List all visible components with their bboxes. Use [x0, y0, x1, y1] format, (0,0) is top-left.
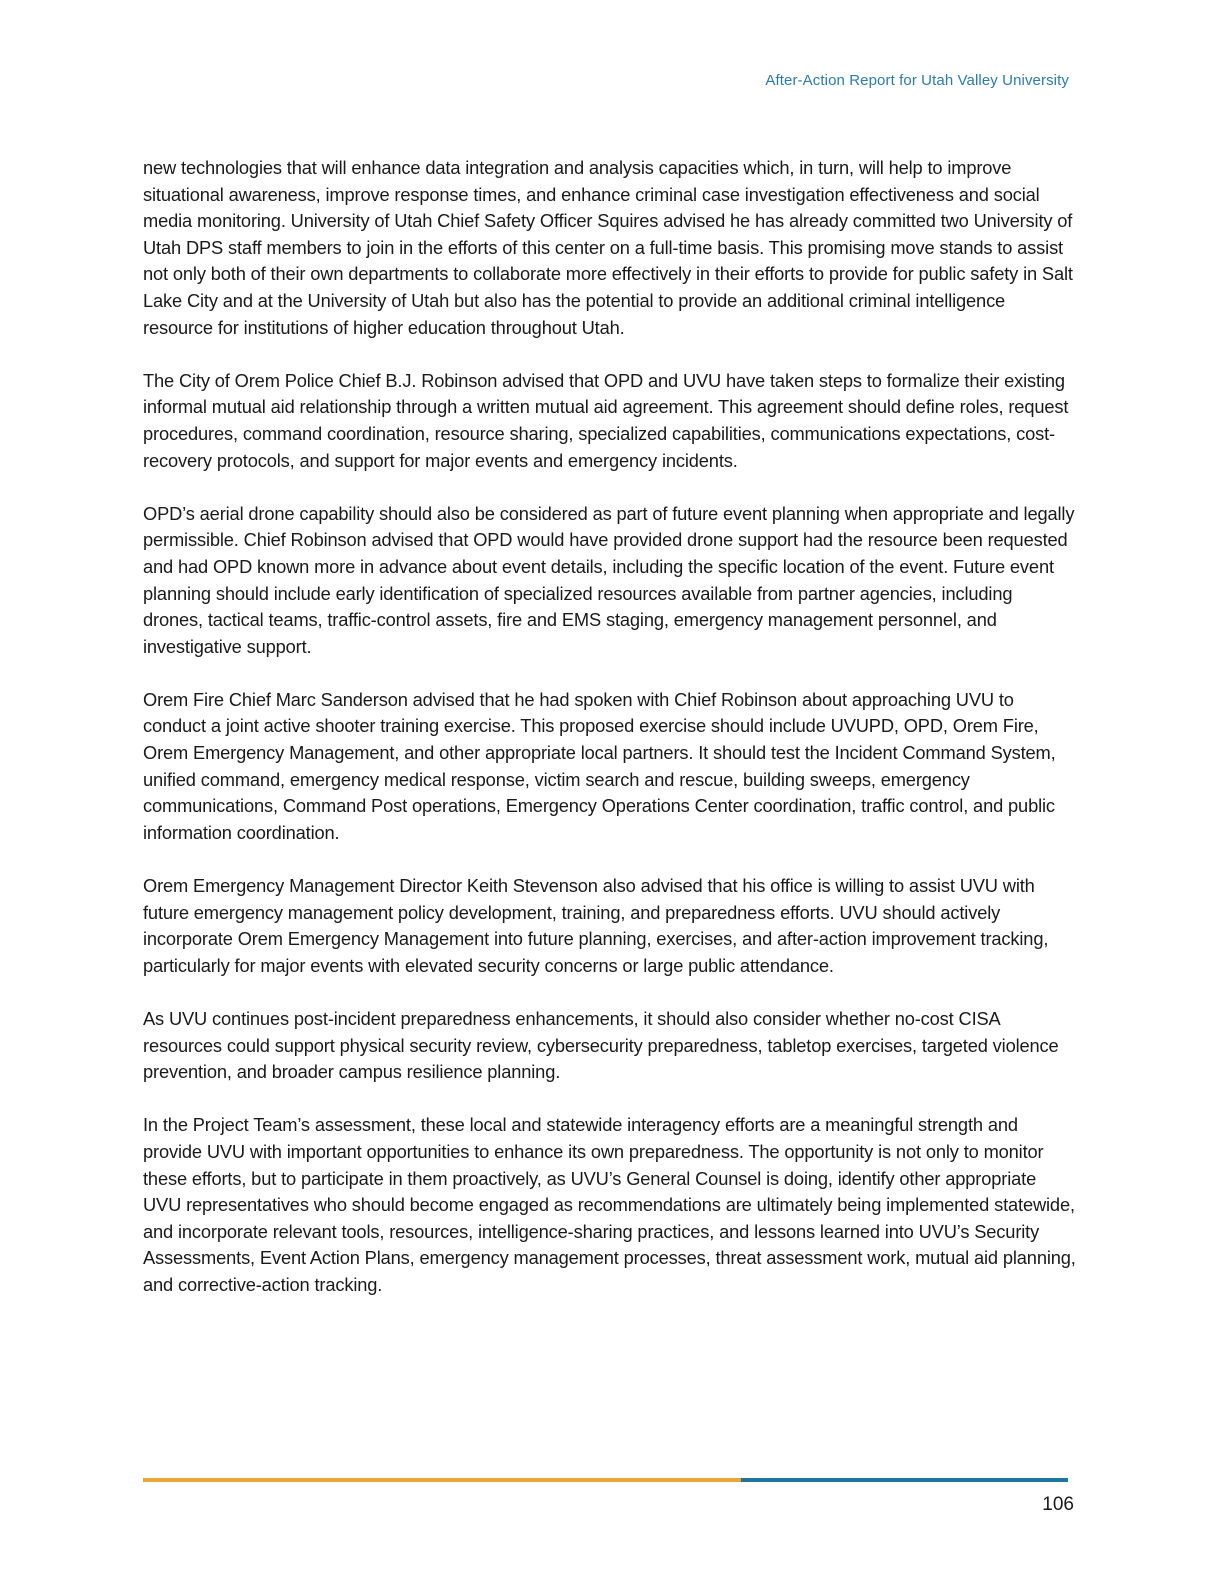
paragraph: Orem Emergency Management Director Keith Stevenson also advised that his office is willing to assist UVU with future emergency management policy development, training, and preparedness efforts. UVU should actively incorporate Orem Emergency Management into future planning, exercises, and after-action improvement tracking, particularly for major events with elevated security concerns or large public attendance.: [143, 875, 1049, 976]
footer-rule: [143, 1478, 1068, 1482]
page-number: 106: [1042, 1494, 1074, 1515]
paragraph: Orem Fire Chief Marc Sanderson advised that he had spoken with Chief Robinson about approaching UVU to conduct a joint active shooter training exercise. This proposed exercise should include UVUPD, OPD, Orem Fire, Orem Emergency Management, and other appropriate local partners. It should test the Incident Command System, unified command, emergency medical response, victim search and rescue, building sweeps, emergency communications, Command Post operations, Emergency Operations Center coordination, traffic control, and public information coordination.: [143, 688, 1056, 843]
paragraph: OPD’s aerial drone capability should also be considered as part of future event planning when appropriate and legally permissible. Chief Robinson advised that OPD would have provided drone support had the resource been requested and had OPD known more in advance about event details, including the specific location of the event. Future event planning should include early identification of specialized resources available from partner agencies, including drones, tactical teams, traffic-control assets, fire and EMS staging, emergency management personnel, and investigative support.: [143, 502, 1075, 657]
paragraph: new technologies that will enhance data integration and analysis capacities which, in turn, will help to improve situational awareness, improve response times, and enhance criminal case investigation effectiveness and social media monitoring. University of Utah Chief Safety Officer Squires advised he has already committed two University of Utah DPS staff members to join in the efforts of this center on a full-time basis. This promising move stands to assist not only both of their own departments to collaborate more effectively in their efforts to provide for public safety in Salt Lake City and at the University of Utah but also has the potential to provide an additional criminal intelligence resource for institutions of higher education throughout Utah.: [143, 157, 1073, 338]
paragraph: As UVU continues post-incident preparedness enhancements, it should also consider whether no-cost CISA resources could support physical security review, cybersecurity preparedness, tabletop exercises, targeted violence prevention, and broader campus resilience planning.: [143, 1008, 1059, 1083]
body-text: [143, 155, 1077, 1325]
footer-rule-gold-segment: [143, 1478, 741, 1482]
paragraph: The City of Orem Police Chief B.J. Robinson advised that OPD and UVU have taken steps to formalize their existing informal mutual aid relationship through a written mutual aid agreement. This agreement should define roles, request procedures, command coordination, resource sharing, specialized capabilities, communications expectations, cost-recovery protocols, and support for major events and emergency incidents.: [143, 369, 1069, 471]
running-header: After-Action Report for Utah Valley University: [765, 72, 1069, 89]
footer-rule-blue-segment: [741, 1478, 1068, 1482]
paragraph: In the Project Team’s assessment, these local and statewide interagency efforts are a meaningful strength and provide UVU with important opportunities to enhance its own preparedness. The opportunity is not only to monitor these efforts, but to participate in them proactively, as UVU’s General Counsel is doing, identify other appropriate UVU representatives who should become engaged as recommendations are ultimately being implemented statewide, and incorporate relevant tools, resources, intelligence-sharing practices, and lessons learned into UVU’s Security Assessments, Event Action Plans, emergency management processes, threat assessment work, mutual aid planning, and corrective-action tracking.: [143, 1114, 1076, 1295]
